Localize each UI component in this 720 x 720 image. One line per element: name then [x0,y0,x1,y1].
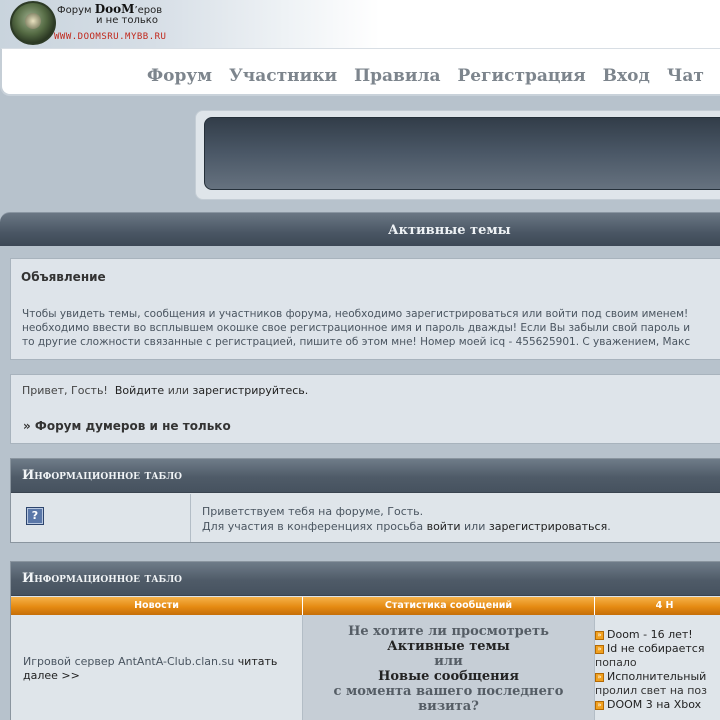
info-board-header [11,562,720,596]
announcement-box [10,258,720,360]
info-board-header [11,459,720,493]
banner [204,117,720,190]
topic-item-continuation[interactable]: пролил свет на поз [595,684,708,697]
announcement-line: то другие сложности связанные с регистрацией, пишите об этом мне! Номер моей icq - 455625901. С уважением, Макс [22,336,691,348]
topic-bullet-icon: » [595,631,604,640]
stats-prompt: с момента вашего последнего [333,684,564,699]
topics-cell [595,615,720,720]
announcement-title: Объявление [21,270,106,284]
read-more-link[interactable]: читать далее >> [23,655,278,682]
main-navigation [0,48,720,96]
register-link[interactable]: зарегистрироваться [488,520,608,533]
column-header-stats: Статистика сообщений [303,597,595,615]
section-bar [0,212,720,246]
announcement-line: необходимо ввести во всплывшем окошке свое регистрационное имя и пароль дважды! Если Вы забыли свой пароль и [22,322,691,334]
column-headers [11,597,720,615]
site-header [0,0,720,48]
news-cell [11,615,303,720]
stats-prompt: Не хотите ли просмотреть [348,624,549,639]
info-board-welcome [10,458,720,543]
register-link[interactable]: зарегистрируйтесь. [192,384,309,397]
announcement-line: Чтобы увидеть темы, сообщения и участников форума, необходимо зарегистрироваться или войти под своим именем! [22,308,689,320]
nav-members[interactable]: Участники [229,66,338,86]
topic-item[interactable]: » Id не собирается [595,642,720,656]
breadcrumb[interactable]: » Форум думеров и не только [23,419,231,433]
logo-url: WWW.DOOMSRU.MYBB.RU [54,32,167,42]
guest-greeting [22,384,308,397]
participation-message: Для участия в конференциях просьба войти или зарегистрироваться. [202,520,611,533]
info-board-icon-cell [11,494,191,542]
topic-item[interactable]: » Исполнительный [595,670,720,684]
announcement-text [22,307,720,349]
topic-bullet-icon: » [595,645,604,654]
stats-prompt: визита? [418,699,479,714]
welcome-box [10,374,720,444]
column-header-news: Новости [11,597,303,615]
logo-title: Форум DooM’еров [57,2,163,16]
doomguy-helmet-icon [10,1,56,45]
nav-chat[interactable]: Чат [666,66,704,86]
new-posts-link[interactable]: Новые сообщения [378,669,519,684]
nav-login[interactable]: Вход [602,66,650,86]
info-board-message [202,504,611,534]
active-topics-link[interactable]: Активные темы [387,639,510,654]
active-topics-link[interactable]: Активные темы [388,223,511,238]
greeting-text: Привет, Гость! [22,384,108,397]
news-text: Игровой сервер AntAntA-Club.clan.su [23,655,235,668]
topic-bullet-icon: » [595,701,604,710]
or-text: или [167,384,190,397]
topic-item[interactable]: » DOOM 3 на Xbox [595,698,720,712]
nav-rules[interactable]: Правила [354,66,441,86]
column-header-topics: 4 Н [595,597,720,615]
news-item [23,655,293,683]
or-text: или [434,654,463,669]
topic-item[interactable]: » Doom - 16 лет! [595,628,720,642]
nav-register[interactable]: Регистрация [457,66,586,86]
topic-bullet-icon: » [595,673,604,682]
login-link[interactable]: войти [426,520,461,533]
login-link[interactable]: Войдите [114,384,165,397]
help-icon: ? [26,507,44,525]
info-board-title: Информационное табло [22,468,183,483]
info-board-title: Информационное табло [22,571,183,586]
logo-subtitle: и не только [96,15,158,26]
site-logo[interactable] [6,1,192,47]
stats-cell [303,615,595,720]
topic-item-continuation[interactable]: попало [595,656,637,669]
nav-forum[interactable]: Форум [147,66,213,86]
info-board-stats [10,561,720,720]
welcome-message: Приветствуем тебя на форуме, Гость. [202,505,424,518]
